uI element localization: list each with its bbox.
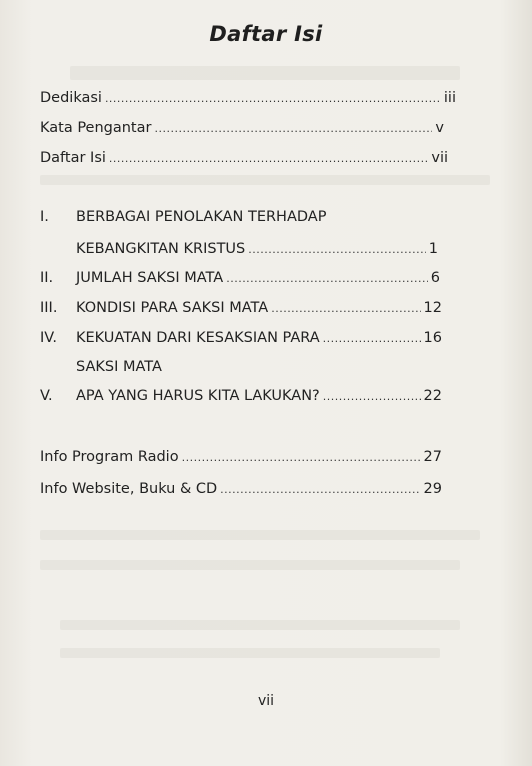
chapter-numeral: III. bbox=[40, 300, 58, 316]
toc-entry-info-website-buku-cd[interactable] bbox=[40, 478, 442, 500]
toc-entry-page: iii bbox=[443, 90, 456, 106]
toc-entry-page: 27 bbox=[423, 449, 442, 465]
toc-entry-label: Info Website, Buku & CD bbox=[40, 481, 218, 497]
toc-entry-label: JUMLAH SAKSI MATA bbox=[76, 270, 224, 286]
bleed-through-band bbox=[60, 620, 460, 630]
toc-entry-chapter-2[interactable] bbox=[76, 267, 440, 289]
dot-leader bbox=[182, 447, 421, 469]
chapter-numeral: IV. bbox=[40, 330, 57, 346]
toc-entry-label: Dedikasi bbox=[40, 90, 102, 106]
chapter-numeral: II. bbox=[40, 270, 54, 286]
toc-entry-page: v bbox=[435, 120, 444, 136]
toc-entry-dedikasi[interactable] bbox=[40, 87, 456, 109]
toc-entry-page: 12 bbox=[423, 300, 442, 316]
dot-leader bbox=[105, 88, 441, 110]
chapter-numeral: V. bbox=[40, 388, 53, 404]
toc-entry-chapter-5[interactable] bbox=[76, 385, 442, 407]
page-title: Daftar Isi bbox=[209, 22, 323, 46]
toc-entry-label: Daftar Isi bbox=[40, 150, 106, 166]
chapter-title-line[interactable]: BERBAGAI PENOLAKAN TERHADAP bbox=[76, 209, 327, 225]
dot-leader bbox=[109, 148, 428, 170]
toc-entry-label: KEKUATAN DARI KESAKSIAN PARA bbox=[76, 330, 320, 346]
toc-entry-page: 6 bbox=[430, 270, 440, 286]
toc-entry-daftar-isi[interactable] bbox=[40, 147, 448, 169]
toc-entry-label: KONDISI PARA SAKSI MATA bbox=[76, 300, 269, 316]
toc-entry-page: 16 bbox=[423, 330, 442, 346]
toc-entry-label: APA YANG HARUS KITA LAKUKAN? bbox=[76, 388, 320, 404]
dot-leader bbox=[248, 239, 426, 261]
toc-entry-chapter-3[interactable] bbox=[76, 297, 442, 319]
toc-entry-kata-pengantar[interactable] bbox=[40, 117, 444, 139]
bleed-through-band bbox=[70, 66, 460, 80]
toc-entry-page: vii bbox=[431, 150, 448, 166]
toc-entry-label: KEBANGKITAN KRISTUS bbox=[76, 241, 246, 257]
dot-leader bbox=[226, 268, 428, 290]
chapter-numeral: I. bbox=[40, 209, 49, 225]
dot-leader bbox=[323, 328, 421, 350]
dot-leader bbox=[271, 298, 420, 320]
chapter-title-line[interactable]: SAKSI MATA bbox=[76, 359, 162, 375]
toc-entry-info-program-radio[interactable] bbox=[40, 446, 442, 468]
toc-entry-page: 29 bbox=[423, 481, 442, 497]
toc-entry-label: Info Program Radio bbox=[40, 449, 179, 465]
bleed-through-band bbox=[40, 530, 480, 540]
bleed-through-band bbox=[40, 175, 490, 185]
page-folio: vii bbox=[257, 693, 275, 709]
bleed-through-band bbox=[40, 560, 460, 570]
toc-entry-page: 1 bbox=[428, 241, 438, 257]
dot-leader bbox=[154, 118, 432, 140]
toc-entry-page: 22 bbox=[423, 388, 442, 404]
toc-entry-label: Kata Pengantar bbox=[40, 120, 152, 136]
dot-leader bbox=[323, 386, 421, 408]
toc-entry-chapter-4[interactable] bbox=[76, 327, 442, 349]
dot-leader bbox=[220, 479, 420, 501]
toc-entry-chapter-1[interactable] bbox=[76, 238, 438, 260]
bleed-through-band bbox=[60, 648, 440, 658]
